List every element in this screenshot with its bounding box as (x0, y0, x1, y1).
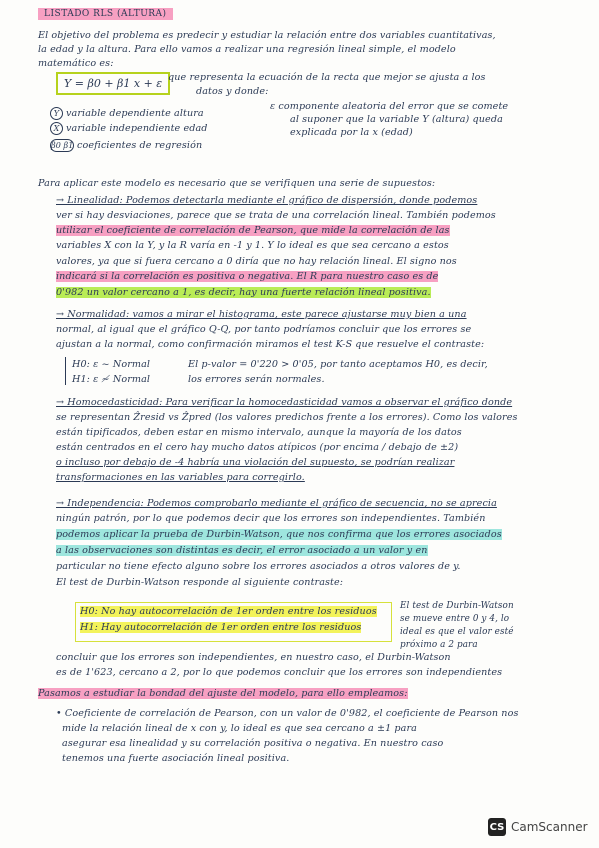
body-line: asegurar esa linealidad y su correlación positiva o negativa. En nuestro caso (62, 738, 444, 749)
body-line: están tipificados, deben estar en mismo intervalo, aunque la mayoría de los datos (56, 427, 462, 438)
body-line: • Coeficiente de correlación de Pearson, con un valor de 0'982, el coeficiente de Pearson nos (56, 708, 519, 719)
body-line: tenemos una fuerte asociación lineal positiva. (62, 753, 290, 764)
body-line: ajustan a la normal, como confirmación miramos el test K-S que resuelve el contraste: (56, 339, 485, 350)
body-line: mide la relación lineal de x con y, lo ideal es que sea cercano a ±1 para (62, 723, 417, 734)
formula-description: que representa la ecuación de la recta que mejor se ajusta a los (168, 72, 486, 83)
camscanner-logo (488, 818, 588, 836)
dw-note: se mueve entre 0 y 4, lo (400, 614, 510, 624)
epsilon-definition: ε componente aleatoria del error que se comete (270, 101, 509, 112)
page-title: LISTADO RLS (ALTURA) (38, 8, 173, 20)
body-line: 0'982 un valor cercano a 1, es decir, hay una fuerte relación lineal positiva. (56, 287, 431, 298)
hypothesis-h0: H0: No hay autocorrelación de 1er orden entre los residuos (80, 606, 377, 617)
body-line: → Linealidad: Podemos detectarla mediante el gráfico de dispersión, donde podemos (56, 195, 478, 206)
body-line: concluir que los errores son independientes, en nuestro caso, el Durbin-Watson (56, 652, 451, 663)
body-line: normal, al igual que el gráfico Q-Q, por tanto podríamos concluir que los errores se (56, 324, 472, 335)
y-marker: Y (50, 107, 63, 120)
regression-formula: Y = β0 + β1 x + ε (56, 72, 170, 95)
body-line: valores, ya que si fuera cercano a 0 diría que no hay relación lineal. El signo nos (56, 256, 457, 267)
hypothesis-result: los errores serán normales. (188, 374, 325, 385)
body-line: Para aplicar este modelo es necesario que se verifiquen una serie de supuestos: (38, 178, 436, 189)
epsilon-definition: explicada por la x (edad) (290, 127, 413, 138)
body-line: variables X con la Y, y la R varía en -1 y 1. Y lo ideal es que sea cercano a estos (56, 240, 449, 251)
camscanner-label: CamScanner (511, 820, 588, 834)
dw-note: próximo a 2 para (400, 640, 478, 650)
hypothesis-h1: H1: ε ≁ Normal (72, 374, 151, 385)
definition-beta: β0 β1 coeficientes de regresión (51, 140, 203, 151)
body-line: transformaciones en las variables para corregirlo. (56, 472, 305, 483)
body-line: particular no tiene efecto alguno sobre los errores asociados a otros valores de y. (56, 561, 461, 572)
body-line: Pasamos a estudiar la bondad del ajuste del modelo, para ello empleamos: (38, 688, 408, 699)
hypothesis-h1: H1: Hay autocorrelación de 1er orden entre los residuos (80, 622, 362, 633)
body-line: a las observaciones son distintas es decir, el error asociado a un valor y en (56, 545, 428, 556)
definition-x: X variable independiente edad (50, 122, 208, 135)
body-line: ningún patrón, por lo que podemos decir que los errores son independientes. También (56, 513, 486, 524)
epsilon-definition: al suponer que la variable Y (altura) queda (290, 114, 503, 125)
intro-line: El objetivo del problema es predecir y estudiar la relación entre dos variables cuantitativas, (38, 30, 496, 41)
body-line: → Normalidad: vamos a mirar el histograma, este parece ajustarse muy bien a una (56, 309, 467, 320)
body-line: El test de Durbin-Watson responde al siguiente contraste: (56, 577, 344, 588)
body-line: → Independencia: Podemos comprobarlo mediante el gráfico de secuencia, no se aprecia (56, 498, 497, 509)
intro-line: la edad y la altura. Para ello vamos a realizar una regresión lineal simple, el modelo (38, 44, 456, 55)
definition-y: Y variable dependiente altura (50, 107, 204, 120)
formula-description: datos y donde: (196, 86, 269, 97)
hypothesis-result: El p-valor = 0'220 > 0'05, por tanto aceptamos H0, es decir, (188, 359, 488, 370)
dw-note: ideal es que el valor esté (400, 627, 514, 637)
x-marker: X (50, 122, 63, 135)
beta-marker: β0 β1 (51, 141, 74, 150)
body-line: indicará si la correlación es positiva o negativa. El R para nuestro caso es de (56, 271, 439, 282)
body-line: → Homocedasticidad: Para verificar la homocedasticidad vamos a observar el gráfico donde (56, 397, 513, 408)
body-line: están centrados en el cero hay mucho datos atípicos (por encima / debajo de ±2) (56, 442, 459, 453)
body-line: se representan Ẑresid vs Ẑpred (los valores predichos frente a los errores). Como los valores (56, 412, 518, 423)
body-line: es de 1'623, cercano a 2, por lo que podemos concluir que los errores son independientes (56, 667, 503, 678)
body-line: podemos aplicar la prueba de Durbin-Watson, que nos confirma que los errores asociados (56, 529, 502, 540)
camscanner-icon: CS (488, 818, 506, 836)
intro-line: matemático es: (38, 58, 114, 69)
body-line: o incluso por debajo de -4 habría una violación del supuesto, se podrían realizar (56, 457, 455, 468)
body-line: utilizar el coeficiente de correlación de Pearson, que mide la correlación de las (56, 225, 450, 236)
body-line: ver si hay desviaciones, parece que se trata de una correlación lineal. También podemos (56, 210, 496, 221)
dw-note: El test de Durbin-Watson (400, 601, 514, 611)
hypothesis-h0: H0: ε ~ Normal (72, 359, 151, 370)
